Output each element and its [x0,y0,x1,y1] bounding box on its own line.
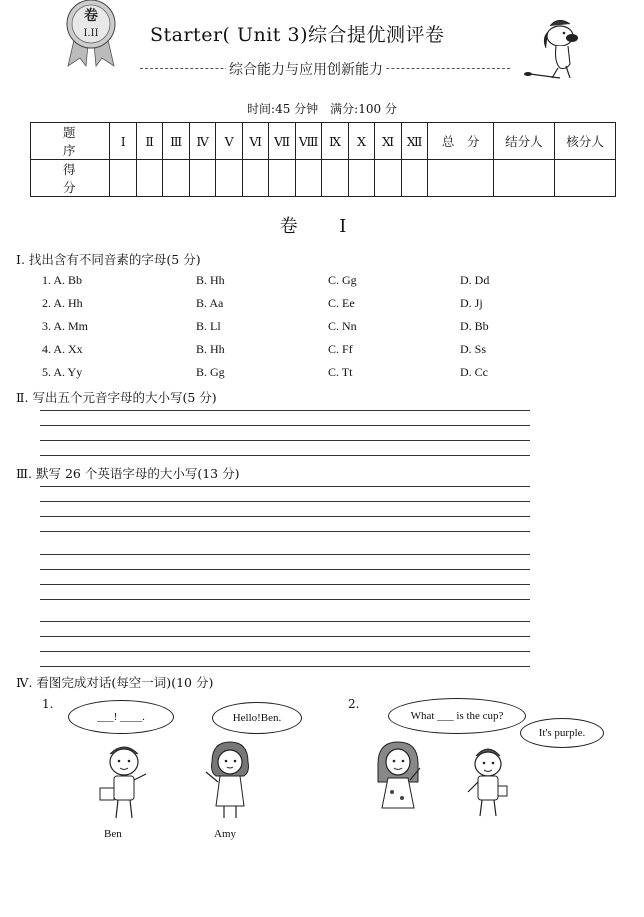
writing-line[interactable] [40,554,530,555]
page-title: Starter( Unit 3)综合提优测评卷 [150,24,445,46]
table-cell: Ⅴ [216,123,242,160]
question-1-b[interactable]: B. Hh [196,273,225,287]
question-2-d[interactable]: D. Jj [460,296,483,310]
writing-line[interactable] [40,569,530,570]
section-4-title: Ⅳ. 看图完成对话(每空一词)(10 分) [16,675,214,690]
score-input-cell[interactable] [554,160,615,197]
volume-title: 卷 Ⅰ [279,216,365,237]
badge-top-text: 卷 [84,8,98,24]
table-cell: Ⅳ [189,123,215,160]
writing-line[interactable] [40,584,530,585]
writing-line[interactable] [40,486,530,487]
writing-line[interactable] [40,636,530,637]
table-cell: 得 分 [31,160,110,197]
dialog-1-number: 1. [42,697,54,711]
table-row [31,123,616,160]
section-3-title: Ⅲ. 默写 26 个英语字母的大小写(13 分) [16,466,240,481]
score-input-cell[interactable] [348,160,374,197]
speech-bubble-question[interactable]: What ___ is the cup? [388,698,526,734]
question-3-b[interactable]: B. Ll [196,319,221,333]
score-input-cell[interactable] [216,160,242,197]
score-table [30,122,616,197]
question-1-c[interactable]: C. Gg [328,273,357,287]
table-cell: Ⅱ [136,123,162,160]
table-cell: Ⅵ [242,123,268,160]
table-cell: 题 序 [31,123,110,160]
score-input-cell[interactable] [493,160,554,197]
score-input-cell[interactable] [401,160,427,197]
table-cell: 核分人 [554,123,615,160]
question-3-c[interactable]: C. Nn [328,319,357,333]
time-info: 时间:45 分钟 满分:100 分 [247,102,397,116]
table-cell: Ⅸ [322,123,348,160]
score-input-cell[interactable] [269,160,295,197]
girl-illustration [370,740,426,818]
question-4-a[interactable]: 4. A. Xx [42,342,83,356]
ben-illustration [92,740,156,822]
question-5-b[interactable]: B. Gg [196,365,225,379]
question-5-a[interactable]: 5. A. Yy [42,365,83,379]
table-cell: 结分人 [493,123,554,160]
page-subtitle: 综合能力与应用创新能力 [226,59,386,79]
question-2-c[interactable]: C. Ee [328,296,355,310]
writing-line[interactable] [40,621,530,622]
score-input-cell[interactable] [189,160,215,197]
table-cell: Ⅲ [163,123,189,160]
section-2-title: Ⅱ. 写出五个元音字母的大小写(5 分) [16,390,217,405]
score-input-cell[interactable] [163,160,189,197]
question-2-a[interactable]: 2. A. Hh [42,296,83,310]
table-cell: Ⅻ [401,123,427,160]
dialog-2-number: 2. [348,697,360,711]
writing-line[interactable] [40,425,530,426]
question-3-d[interactable]: D. Bb [460,319,489,333]
question-5-d[interactable]: D. Cc [460,365,488,379]
writing-line[interactable] [40,531,530,532]
badge-bottom-text: I.II [83,28,99,39]
speech-bubble-answer: It's purple. [520,718,604,748]
writing-line[interactable] [40,666,530,667]
writing-line[interactable] [40,516,530,517]
name-label-amy: Amy [214,828,236,840]
table-cell: Ⅷ [295,123,321,160]
snoopy-illustration [520,16,590,86]
score-input-cell[interactable] [242,160,268,197]
question-1-a[interactable]: 1. A. Bb [42,273,83,287]
score-input-cell[interactable] [110,160,136,197]
section-1-title: Ⅰ. 找出含有不同音素的字母(5 分) [16,252,201,267]
writing-line[interactable] [40,651,530,652]
score-input-cell[interactable] [428,160,494,197]
table-cell: 总 分 [428,123,494,160]
question-4-c[interactable]: C. Ff [328,342,353,356]
question-5-c[interactable]: C. Tt [328,365,353,379]
table-row [31,160,616,197]
speech-bubble-amy: Hello!Ben. [212,702,302,734]
question-2-b[interactable]: B. Aa [196,296,224,310]
amy-illustration [198,740,262,822]
score-input-cell[interactable] [295,160,321,197]
question-4-b[interactable]: B. Hh [196,342,225,356]
question-4-d[interactable]: D. Ss [460,342,487,356]
name-label-ben: Ben [104,828,122,840]
speech-bubble-ben[interactable]: ___! ____. [68,700,174,734]
table-cell: Ⅰ [110,123,136,160]
writing-line[interactable] [40,501,530,502]
boy-illustration [460,742,516,820]
table-cell: Ⅺ [375,123,401,160]
writing-line[interactable] [40,410,530,411]
writing-line[interactable] [40,440,530,441]
score-input-cell[interactable] [322,160,348,197]
writing-line[interactable] [40,455,530,456]
question-1-d[interactable]: D. Dd [460,273,490,287]
volume-badge [60,0,122,68]
score-input-cell[interactable] [375,160,401,197]
table-cell: Ⅹ [348,123,374,160]
score-input-cell[interactable] [136,160,162,197]
writing-line[interactable] [40,599,530,600]
question-3-a[interactable]: 3. A. Mm [42,319,89,333]
table-cell: Ⅶ [269,123,295,160]
